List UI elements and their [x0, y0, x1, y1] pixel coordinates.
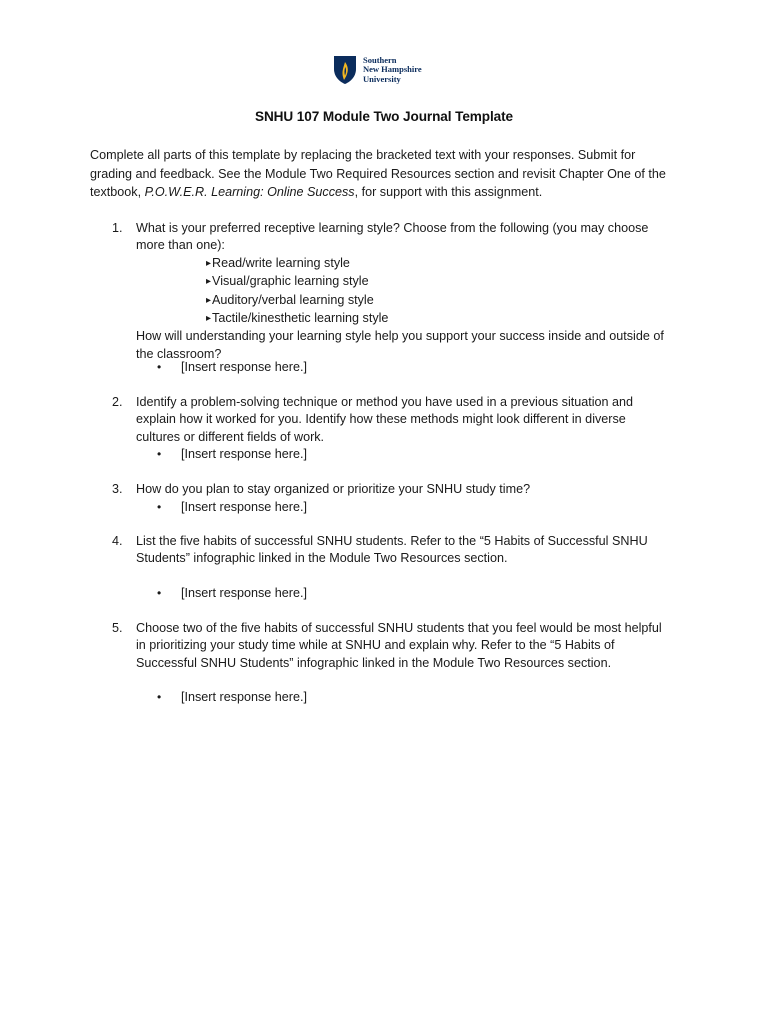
question-text — [136, 481, 672, 498]
snhu-logo — [333, 55, 422, 85]
response-text[interactable]: [Insert response here.] — [181, 360, 308, 374]
learning-style-item: ▸ Visual/graphic learning style — [206, 273, 672, 291]
question-5 — [112, 620, 672, 672]
learning-style-item: ▸ Tactile/kinesthetic learning style — [206, 310, 672, 328]
response-placeholder-2[interactable] — [157, 446, 307, 463]
question-line: How do you plan to stay organized or prioritize your SNHU study time? — [136, 482, 531, 496]
shield-flame-icon — [333, 55, 357, 85]
question-3 — [112, 481, 672, 498]
logo-line-3: University — [363, 73, 401, 84]
intro-line-3-pre: textbook, — [90, 185, 145, 199]
logo-wordmark — [363, 56, 422, 85]
question-text — [136, 394, 672, 446]
response-text[interactable]: [Insert response here.] — [181, 447, 308, 461]
question-number: 3. — [112, 482, 123, 496]
question-line: Successful SNHU Students” infographic linked in the Module Two Resources section. — [136, 655, 612, 670]
intro-line-1: Complete all parts of this template by replacing the bracketed text with your responses. Submit for — [90, 148, 636, 162]
question-1 — [112, 220, 672, 363]
question-line: Identify a problem-solving technique or method you have used in a previous situation and — [136, 395, 634, 409]
question-line: Choose two of the five habits of successful SNHU students that you feel would be most helpful — [136, 621, 662, 635]
response-placeholder-1[interactable] — [157, 359, 307, 376]
question-number: 2. — [112, 395, 123, 409]
question-number: 5. — [112, 621, 123, 635]
page-title: SNHU 107 Module Two Journal Template — [255, 109, 513, 124]
question-line: the classroom? — [136, 346, 222, 361]
bullet-icon: • — [157, 447, 162, 461]
intro-line-2: grading and feedback. See the Module Two Required Resources section and revisit Chapter One of the — [90, 166, 666, 181]
question-line: List the five habits of successful SNHU students. Refer to the “5 Habits of Successful SNHU — [136, 534, 648, 548]
question-text — [136, 620, 672, 672]
logo-line-1: Southern — [363, 54, 397, 65]
textbook-title: P.O.W.E.R. Learning: Online Success — [144, 185, 355, 199]
bullet-icon: • — [157, 500, 162, 514]
learning-style-list — [206, 255, 672, 329]
question-line: How will understanding your learning style help you support your success inside and outside of — [136, 329, 664, 344]
bullet-icon: • — [157, 690, 162, 704]
question-number: 1. — [112, 221, 123, 235]
response-placeholder-4[interactable] — [157, 585, 307, 602]
learning-style-item: ▸ Auditory/verbal learning style — [206, 292, 672, 310]
bullet-icon: • — [157, 586, 162, 600]
bullet-icon: • — [157, 360, 162, 374]
response-text[interactable]: [Insert response here.] — [181, 500, 308, 514]
learning-style-item: ▸ Read/write learning style — [206, 255, 672, 273]
question-2 — [112, 394, 672, 446]
response-text[interactable]: [Insert response here.] — [181, 586, 308, 600]
intro-paragraph — [90, 146, 680, 202]
question-text — [136, 220, 672, 363]
question-line: in prioritizing your study time while at SNHU and explain why. Refer to the “5 Habits of — [136, 638, 615, 653]
question-4 — [112, 533, 672, 568]
logo-line-2: New Hampshire — [363, 64, 422, 75]
response-text[interactable]: [Insert response here.] — [181, 690, 308, 704]
intro-line-3 — [90, 183, 680, 202]
question-text — [136, 533, 672, 568]
question-line: Students” infographic linked in the Module Two Resources section. — [136, 551, 508, 566]
response-placeholder-5[interactable] — [157, 689, 307, 706]
question-number: 4. — [112, 534, 123, 548]
question-line: What is your preferred receptive learning style? Choose from the following (you may choose — [136, 221, 649, 235]
question-line: more than one): — [136, 238, 225, 253]
response-placeholder-3[interactable] — [157, 499, 307, 516]
question-line: cultures or different fields of work. — [136, 429, 325, 444]
question-line: explain how it worked for you. Identify how these methods might look different in diverse — [136, 412, 626, 427]
intro-line-3-post: , for support with this assignment. — [354, 185, 543, 199]
